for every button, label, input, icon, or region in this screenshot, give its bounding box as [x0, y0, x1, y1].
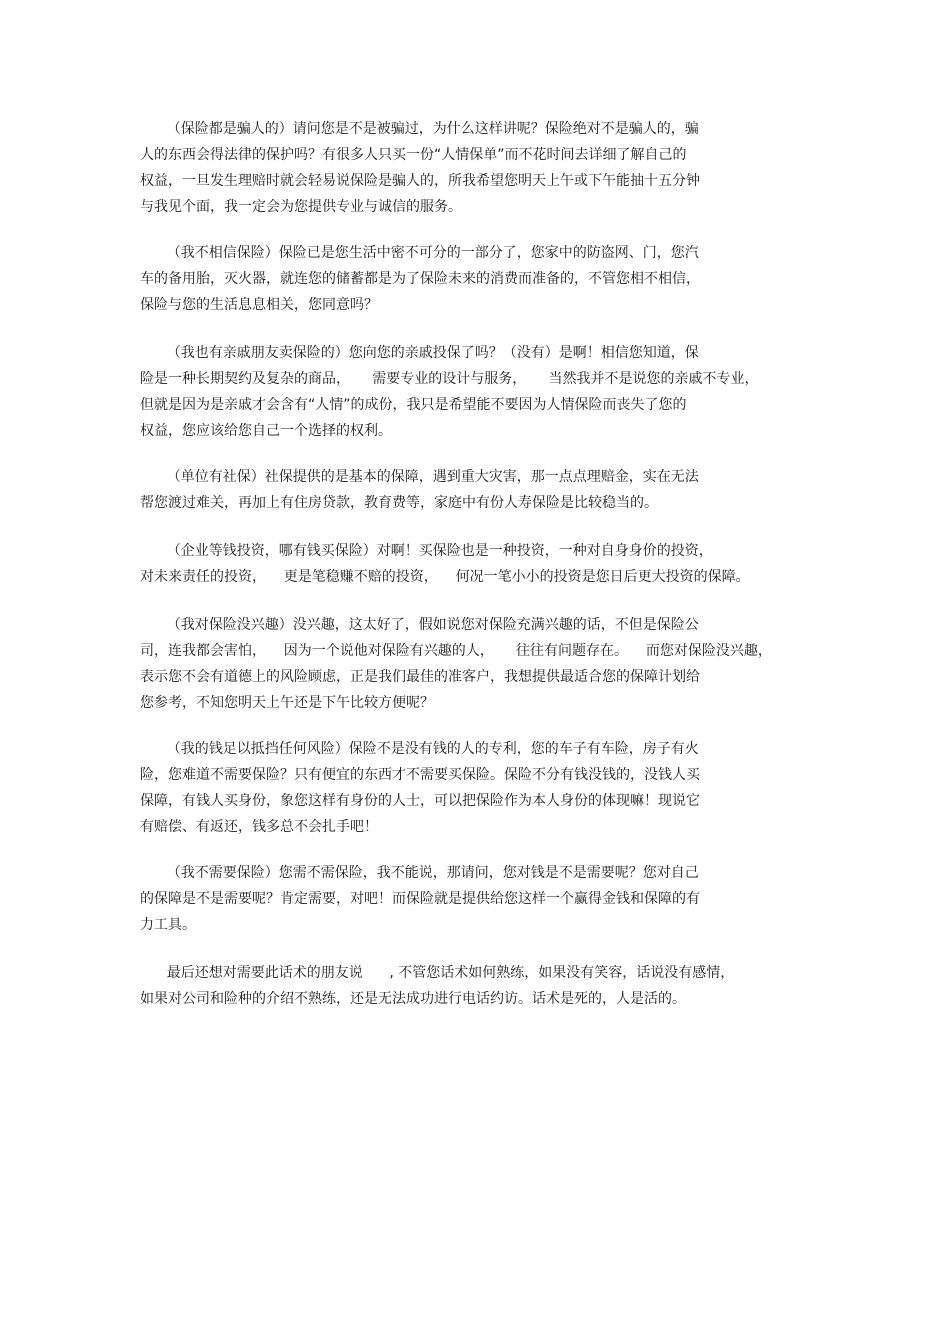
text-line: 但就是因为是亲戚才会含有“人情”的成份，我只是希望能不要因为人情保险而丧失了您的	[140, 397, 687, 413]
text-line: 如果对公司和险种的介绍不熟练，还是无法成功进行电话约访。话术是死的，人是活的。	[140, 991, 686, 1007]
text-line: 帮您渡过难关，再加上有住房贷款，教育费等，家庭中有份人寿保险是比较稳当的。	[140, 495, 658, 511]
text-line: 司，连我都会害怕， 因为一个说他对保险有兴趣的人， 往往有问题存在。 而您对保险没兴趣，	[140, 643, 772, 659]
paragraph-not-interested	[140, 612, 810, 716]
paragraph-insurance-is-fraud	[140, 116, 810, 220]
text-line: （保险都是骗人的）请问您是不是被骗过，为什么这样讲呢？保险绝对不是骗人的，骗	[140, 121, 699, 137]
text-line: （我不相信保险）保险已是您生活中密不可分的一部分了，您家中的防盗网、门，您汽	[140, 245, 699, 261]
text-line: （我不需要保险）您需不需保险，我不能说，那请问，您对钱是不是需要呢？您对自己	[140, 865, 699, 881]
text-line: 最后还想对需要此话术的朋友说 , 不管您话术如何熟练，如果没有笑容，话说没有感情，	[140, 965, 735, 981]
text-line: 对未来责任的投资， 更是笔稳赚不赔的投资， 何况一笔小小的投资是您日后更大投资的保障。	[140, 569, 750, 585]
text-line: 人的东西会得法律的保护吗？有很多人只买一份“人情保单”而不花时间去详细了解自己的	[140, 147, 687, 163]
text-line: 保险与您的生活息息相关，您同意吗？	[140, 297, 378, 313]
text-line: （单位有社保）社保提供的是基本的保障，遇到重大灾害，那一点点理赔金，实在无法	[140, 469, 699, 485]
text-line: 您参考，不知您明天上午还是下午比较方便呢？	[140, 695, 434, 711]
paragraph-relatives-sell-insurance	[140, 340, 810, 444]
text-line: 有赔偿、有返还，钱多总不会扎手吧！	[140, 819, 378, 835]
text-line: 车的备用胎，灭火器，就连您的储蓄都是为了保险未来的消费而准备的，不管您相不相信，	[140, 271, 700, 287]
paragraph-enough-money	[140, 736, 810, 840]
text-line: 险是一种长期契约及复杂的商品， 需要专业的设计与服务， 当然我并不是说您的亲戚不专业，	[140, 371, 759, 387]
text-line: 险，您难道不需要保险？只有便宜的东西才不需要买保险。保险不分有钱没钱的，没钱人买	[140, 767, 700, 783]
text-line: 力工具。	[140, 917, 196, 933]
text-line: （我也有亲戚朋友卖保险的）您向您的亲戚投保了吗？（没有）是啊！相信您知道，保	[140, 345, 699, 361]
text-line: 权益，一旦发生理赔时就会轻易说保险是骗人的，所我希望您明天上午或下午能抽十五分钟	[140, 173, 700, 189]
text-line: （我对保险没兴趣）没兴趣，这太好了，假如说您对保险充满兴趣的话，不但是保险公	[140, 617, 699, 633]
text-line: 与我见个面，我一定会为您提供专业与诚信的服务。	[140, 199, 462, 215]
text-line: 权益，您应该给您自己一个选择的权利。	[140, 423, 392, 439]
text-line: 的保障是不是需要呢？肯定需要，对吧！而保险就是提供给您这样一个赢得金钱和保障的有	[140, 891, 700, 907]
text-line: 保障，有钱人买身份，象您这样有身份的人士，可以把保险作为本人身份的体现嘛！现说它	[140, 793, 700, 809]
paragraph-do-not-need-insurance	[140, 860, 810, 938]
paragraph-business-investment	[140, 538, 810, 590]
text-line: （企业等钱投资，哪有钱买保险）对啊！买保险也是一种投资，一种对自身身价的投资，	[140, 543, 713, 559]
text-line: （我的钱足以抵挡任何风险）保险不是没有钱的人的专利，您的车子有车险，房子有火	[140, 741, 699, 757]
text-line: 表示您不会有道德上的风险顾虑，正是我们最佳的准客户，我想提供最适合您的保障计划给	[140, 669, 700, 685]
paragraph-closing-remarks	[140, 960, 810, 1012]
paragraph-do-not-trust-insurance	[140, 240, 810, 318]
paragraph-social-insurance	[140, 464, 810, 516]
